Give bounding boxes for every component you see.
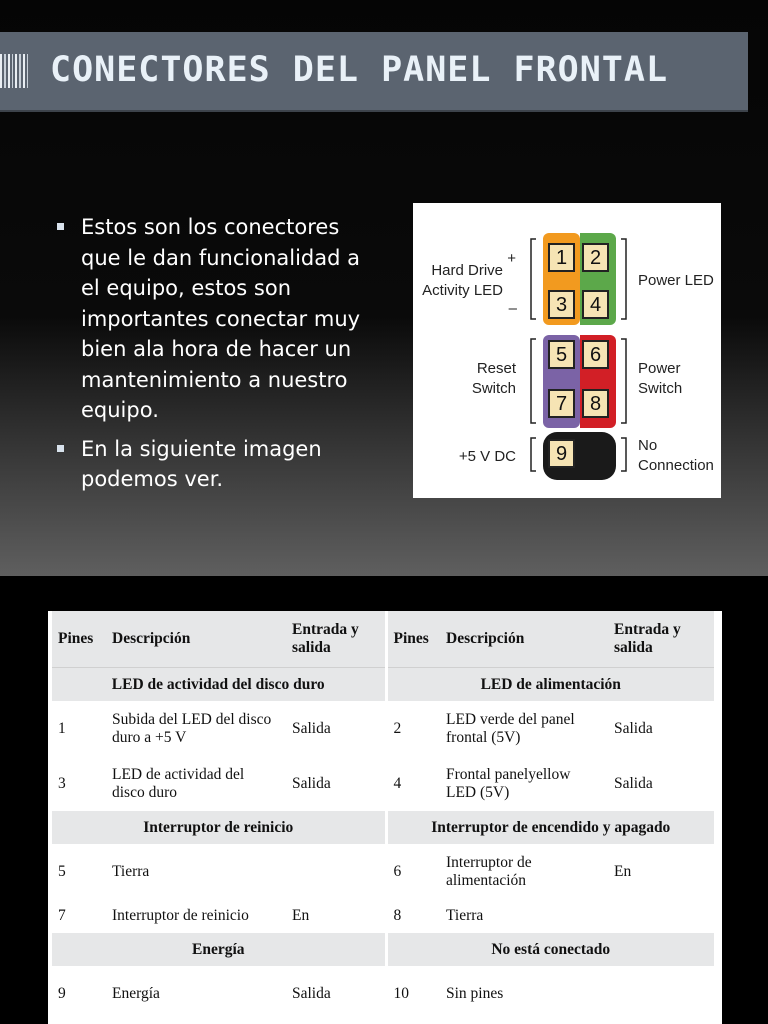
cell-description: Energía <box>112 984 160 1002</box>
connector-diagram <box>413 203 721 498</box>
section-title-right: LED de alimentación <box>386 668 714 702</box>
pin-label-2: 2 <box>589 247 602 269</box>
section-title-right: Interruptor de encendido y apagado <box>386 811 714 844</box>
bracket-noconn <box>621 438 626 471</box>
header-descripcion: Descripción <box>106 611 286 668</box>
header-pines: Pines <box>52 611 106 668</box>
cell-io <box>608 966 714 1021</box>
cell-description: Interruptor de alimentación <box>446 853 532 889</box>
cell-io <box>608 899 714 933</box>
table-row <box>52 966 714 1021</box>
table-row <box>52 844 714 899</box>
cell-io: En <box>614 862 632 880</box>
bracket-power-led <box>621 239 626 319</box>
cell-pin: 9 <box>58 984 66 1002</box>
pin-label-3: 3 <box>555 294 568 316</box>
cell-io: Salida <box>292 719 331 737</box>
cell-io: Salida <box>614 774 653 792</box>
bracket-hdd <box>531 239 536 319</box>
section-title-left: LED de actividad del disco duro <box>52 668 386 702</box>
bracket-5vdc <box>531 438 536 471</box>
header-entrada-salida: Entrada y salida <box>286 611 386 668</box>
bullet-text: Estos son los conectores que le dan funcionalidad a el equipo, estos son importantes conectar muy bien ala hora de hacer un mantenimiento a nuestro equipo. <box>81 215 361 422</box>
section-title-left: Interruptor de reinicio <box>52 811 386 844</box>
cell-io: Salida <box>292 774 331 792</box>
table-row <box>52 899 714 933</box>
cell-pin: 7 <box>58 907 66 924</box>
bracket-reset <box>531 339 536 423</box>
pin-label-7: 7 <box>555 393 568 415</box>
cell-description: Tierra <box>112 862 150 880</box>
label-noconn-line2: Connection <box>638 457 714 474</box>
section-row <box>52 933 714 966</box>
label-hdd-line2: Activity LED <box>422 282 503 299</box>
label-power-led: Power LED <box>638 272 714 289</box>
cell-pin: 4 <box>386 756 440 811</box>
cell-description: LED verde del panel frontal (5V) <box>446 710 575 746</box>
bullet-item <box>55 434 375 495</box>
square-bullet-icon <box>57 445 64 452</box>
bullet-item <box>55 212 375 426</box>
bullet-text: En la siguiente imagen podemos ver. <box>81 436 322 491</box>
cell-description: LED de actividad del disco duro <box>112 765 245 801</box>
label-noconn-line1: No <box>638 437 658 454</box>
table-row <box>52 756 714 811</box>
cell-description: Subida del LED del disco duro a +5 V <box>112 710 272 746</box>
label-reset-line1: Reset <box>476 360 516 377</box>
pin-label-5: 5 <box>555 344 568 366</box>
label-power-switch-line1: Power <box>638 360 681 377</box>
label-reset-line2: Switch <box>471 380 516 397</box>
cell-pin: 3 <box>58 774 66 792</box>
label-minus: – <box>508 300 517 317</box>
section-title-left: Energía <box>52 933 386 966</box>
label-hdd-line1: Hard Drive <box>431 262 503 279</box>
section-row <box>52 668 714 702</box>
section-row <box>52 811 714 844</box>
table-row <box>52 701 714 756</box>
cell-pin: 8 <box>386 899 440 933</box>
header-descripcion: Descripción <box>440 611 608 668</box>
pin-label-6: 6 <box>589 344 602 366</box>
cell-pin: 5 <box>58 862 66 880</box>
cell-pin: 10 <box>386 966 440 1021</box>
cell-io: En <box>292 907 310 924</box>
pinout-table-panel <box>48 611 722 1024</box>
cell-description: Frontal panelyellow LED (5V) <box>446 765 571 801</box>
bullet-list <box>55 212 375 503</box>
header-pines: Pines <box>386 611 440 668</box>
cell-pin: 1 <box>58 719 66 737</box>
pin-label-9: 9 <box>555 443 568 465</box>
table-header-row <box>52 611 714 668</box>
label-plus: + <box>507 250 516 267</box>
cell-description: Sin pines <box>446 984 504 1002</box>
cell-io <box>286 844 386 899</box>
label-dc: +5 V DC <box>458 448 516 465</box>
page-title: CONECTORES DEL PANEL FRONTAL <box>50 50 669 90</box>
pin-label-4: 4 <box>589 294 602 316</box>
cell-pin: 6 <box>386 844 440 899</box>
pinout-table <box>52 611 714 1021</box>
label-power-switch-line2: Switch <box>638 380 683 397</box>
pin-label-1: 1 <box>555 247 568 269</box>
cell-io: Salida <box>614 719 653 737</box>
header-entrada-salida: Entrada y salida <box>608 611 714 668</box>
section-title-right: No está conectado <box>386 933 714 966</box>
bracket-power-switch <box>621 339 626 423</box>
cell-description: Interruptor de reinicio <box>112 907 249 924</box>
barcode-icon <box>0 54 28 88</box>
cell-pin: 2 <box>386 701 440 756</box>
square-bullet-icon <box>57 223 64 230</box>
cell-io: Salida <box>292 984 331 1002</box>
cell-description: Tierra <box>446 907 484 924</box>
title-bar <box>0 32 748 112</box>
pin-label-8: 8 <box>589 393 602 415</box>
